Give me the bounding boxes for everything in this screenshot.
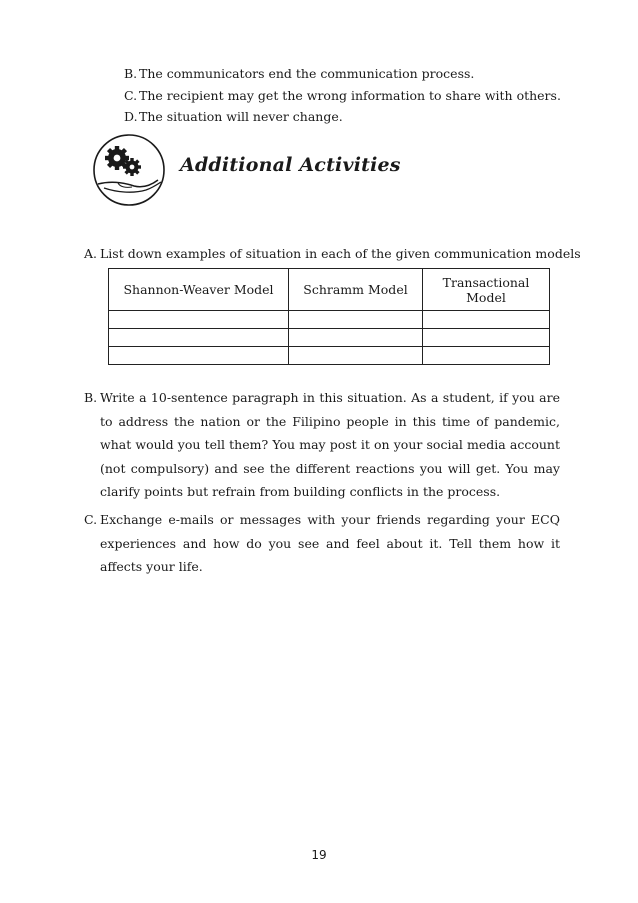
table-cell[interactable] xyxy=(289,347,423,365)
activity-c xyxy=(84,508,560,579)
table-row xyxy=(109,347,550,365)
table-row xyxy=(109,311,550,329)
activity-a-text: List down examples of situation in each of the given communication models xyxy=(100,246,581,261)
table-cell[interactable] xyxy=(109,311,289,329)
choice-b xyxy=(124,66,474,82)
activity-b-text: Write a 10-sentence paragraph in this situation. As a student, if you are to address the nation or the Filipino people in this time of pandemic, what would you tell them? You may post it on your social media account (not compulsory) and see the different reactions you will get. You may clarify points but refrain from building conflicts in the process. xyxy=(100,390,560,499)
table-header-row xyxy=(109,269,550,311)
table-cell[interactable] xyxy=(109,347,289,365)
table-cell[interactable] xyxy=(423,347,550,365)
table-cell[interactable] xyxy=(289,329,423,347)
table-header-shannon-weaver: Shannon-Weaver Model xyxy=(109,269,289,311)
table-cell[interactable] xyxy=(109,329,289,347)
choice-text: The recipient may get the wrong information to share with others. xyxy=(139,88,561,103)
table-row xyxy=(109,329,550,347)
choice-text: The communicators end the communication process. xyxy=(139,66,475,81)
section-title: Additional Activities xyxy=(180,154,401,176)
choice-letter: D. xyxy=(124,109,138,124)
choice-c xyxy=(124,88,561,104)
gears-hand-icon xyxy=(88,132,170,208)
table-header-schramm: Schramm Model xyxy=(289,269,423,311)
table-cell[interactable] xyxy=(423,311,550,329)
activity-a xyxy=(84,242,581,266)
activity-c-label: C. xyxy=(84,512,98,527)
choice-text: The situation will never change. xyxy=(139,109,343,124)
activity-c-text: Exchange e-mails or messages with your friends regarding your ECQ experiences and how do you see and feel about it. Tell them how it affects your life. xyxy=(100,512,560,574)
communication-models-table xyxy=(108,268,550,365)
choice-letter: B. xyxy=(124,66,138,81)
table-header-transactional: Transactional Model xyxy=(423,269,550,311)
activity-b-label: B. xyxy=(84,390,98,405)
choice-d xyxy=(124,109,343,125)
activity-a-label: A. xyxy=(84,246,98,261)
choice-letter: C. xyxy=(124,88,138,103)
table-cell[interactable] xyxy=(289,311,423,329)
table-cell[interactable] xyxy=(423,329,550,347)
activity-b xyxy=(84,386,560,504)
page-number: 19 xyxy=(311,848,327,862)
